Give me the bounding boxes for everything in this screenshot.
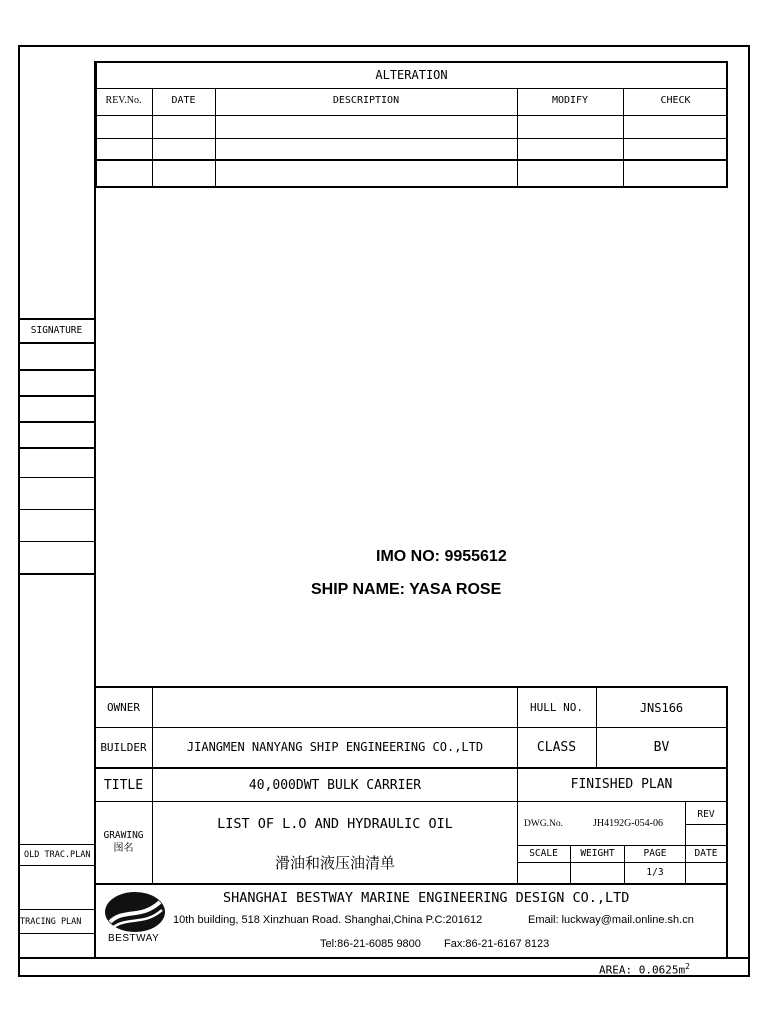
title-label: TITLE <box>103 778 144 793</box>
drawing-title-en: LIST OF L.O AND HYDRAULIC OIL <box>217 816 453 832</box>
page-value: 1/3 <box>646 867 664 878</box>
hull-no-label: HULL NO. <box>530 701 583 714</box>
hull-no-value: JNS166 <box>639 701 684 715</box>
header-check: CHECK <box>660 95 691 106</box>
drawing-title-cn: 滑油和液压油清单 <box>274 856 395 872</box>
weight-label: WEIGHT <box>580 848 615 859</box>
builder-label: BUILDER <box>100 741 147 754</box>
header-date: DATE <box>171 95 196 106</box>
class-value: BV <box>653 740 670 755</box>
date-label: DATE <box>694 848 718 859</box>
header-modify: MODIFY <box>551 95 589 106</box>
page-label: PAGE <box>643 848 667 859</box>
header-rev-no: REV.No. <box>105 95 142 106</box>
dwg-no-label: DWG.No. <box>523 819 564 829</box>
dwg-no-value: JH4192G-054-06 <box>593 818 663 829</box>
tracing-plan-label: TRACING PLAN <box>20 917 82 927</box>
company-fax: Fax:86-21-6167 8123 <box>444 938 550 950</box>
company-name: SHANGHAI BESTWAY MARINE ENGINEERING DESIGN CO.,LTD <box>223 890 630 906</box>
imo-number: IMO NO: 9955612 <box>376 548 507 565</box>
signature-label: SIGNATURE <box>30 325 83 336</box>
drawing-label: GRAWING <box>103 830 144 841</box>
header-description: DESCRIPTION <box>332 95 400 106</box>
company-phone: Tel:86-21-6085 9800 <box>320 938 421 950</box>
drawing-label-cn: 图名 <box>113 843 134 854</box>
company-email: Email: luckway@mail.online.sh.cn <box>528 914 694 926</box>
area-unit-sup: 2 <box>685 962 690 971</box>
alteration-title: ALTERATION <box>375 68 448 82</box>
old-trac-plan-label: OLD TRAC.PLAN <box>24 850 91 860</box>
company-address: 10th building, 518 Xinzhuan Road. Shanghai,China P.C:201612 <box>173 914 483 926</box>
logo-text: BESTWAY <box>108 933 160 944</box>
area-value: AREA: 0.0625m <box>599 963 686 977</box>
scale-label: SCALE <box>529 848 558 859</box>
frame-bottom-band-line <box>18 957 750 959</box>
owner-label: OWNER <box>106 701 141 714</box>
plan-status: FINISHED PLAN <box>570 777 673 792</box>
title-value: 40,000DWT BULK CARRIER <box>248 778 422 793</box>
class-label: CLASS <box>536 740 577 755</box>
builder-value: JIANGMEN NANYANG SHIP ENGINEERING CO.,LTD <box>186 740 484 754</box>
area-label <box>599 963 690 976</box>
rev-label: REV <box>697 809 715 820</box>
ship-name: SHIP NAME: YASA ROSE <box>311 581 502 598</box>
